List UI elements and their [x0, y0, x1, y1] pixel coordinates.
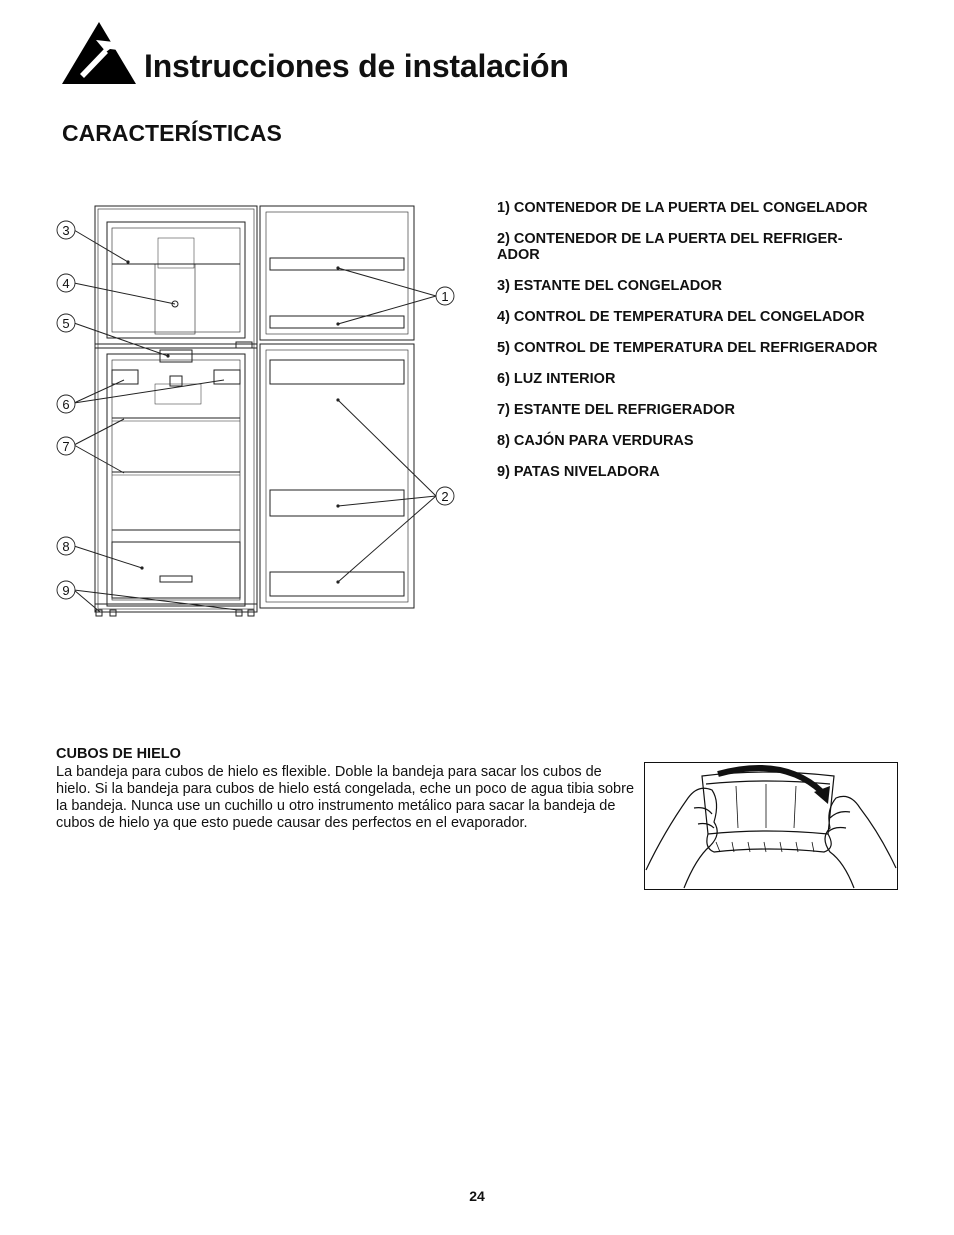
section-title: CARACTERÍSTICAS: [62, 120, 282, 146]
callout-2: 2: [441, 489, 449, 504]
ice-cubes-section: [56, 746, 636, 832]
page-number: 24: [469, 1188, 485, 1204]
ice-cubes-text: La bandeja para cubos de hielo es flexible. Doble la bandeja para sacar los cubos de hielo. Si la bandeja para cubos de hielo está congelada, eche un poco de agua tibia sobre la bandeja. Nunca use un cuchillo u otro instrumento metálico para sacar la bandeja de cubos de hielo ya que esto puede causar des perfectos en el evaporador.: [56, 764, 635, 831]
feature-item: 5) CONTROL DE TEMPERATURA DEL REFRIGERADOR: [497, 340, 878, 356]
ice-cubes-title: CUBOS DE HIELO: [56, 746, 181, 762]
page-title: Instrucciones de instalación: [144, 48, 569, 84]
feature-item: 6) LUZ INTERIOR: [497, 371, 616, 387]
feature-item: 3) ESTANTE DEL CONGELADOR: [497, 278, 723, 294]
callout-4: 4: [62, 276, 70, 291]
feature-item: 9) PATAS NIVELADORA: [497, 464, 660, 480]
feature-item: 7) ESTANTE DEL REFRIGERADOR: [497, 402, 735, 418]
callout-1: 1: [441, 289, 449, 304]
callout-6: 6: [62, 397, 70, 412]
feature-item: 1) CONTENEDOR DE LA PUERTA DEL CONGELADOR: [497, 200, 868, 216]
feature-item: 4) CONTROL DE TEMPERATURA DEL CONGELADOR: [497, 309, 865, 325]
callout-8: 8: [62, 539, 70, 554]
hammer-triangle-icon: [62, 22, 136, 84]
callout-7: 7: [62, 439, 70, 454]
callout-9: 9: [62, 583, 70, 598]
features-list: [497, 200, 917, 495]
callout-5: 5: [62, 316, 70, 331]
feature-item: 8) CAJÓN PARA VERDURAS: [497, 433, 694, 449]
ice-tray-illustration: [644, 762, 898, 890]
refrigerator-diagram: [50, 198, 460, 628]
feature-item: 2) CONTENEDOR DE LA PUERTA DEL REFRIGER- ADOR: [497, 231, 843, 263]
callout-3: 3: [62, 223, 70, 238]
